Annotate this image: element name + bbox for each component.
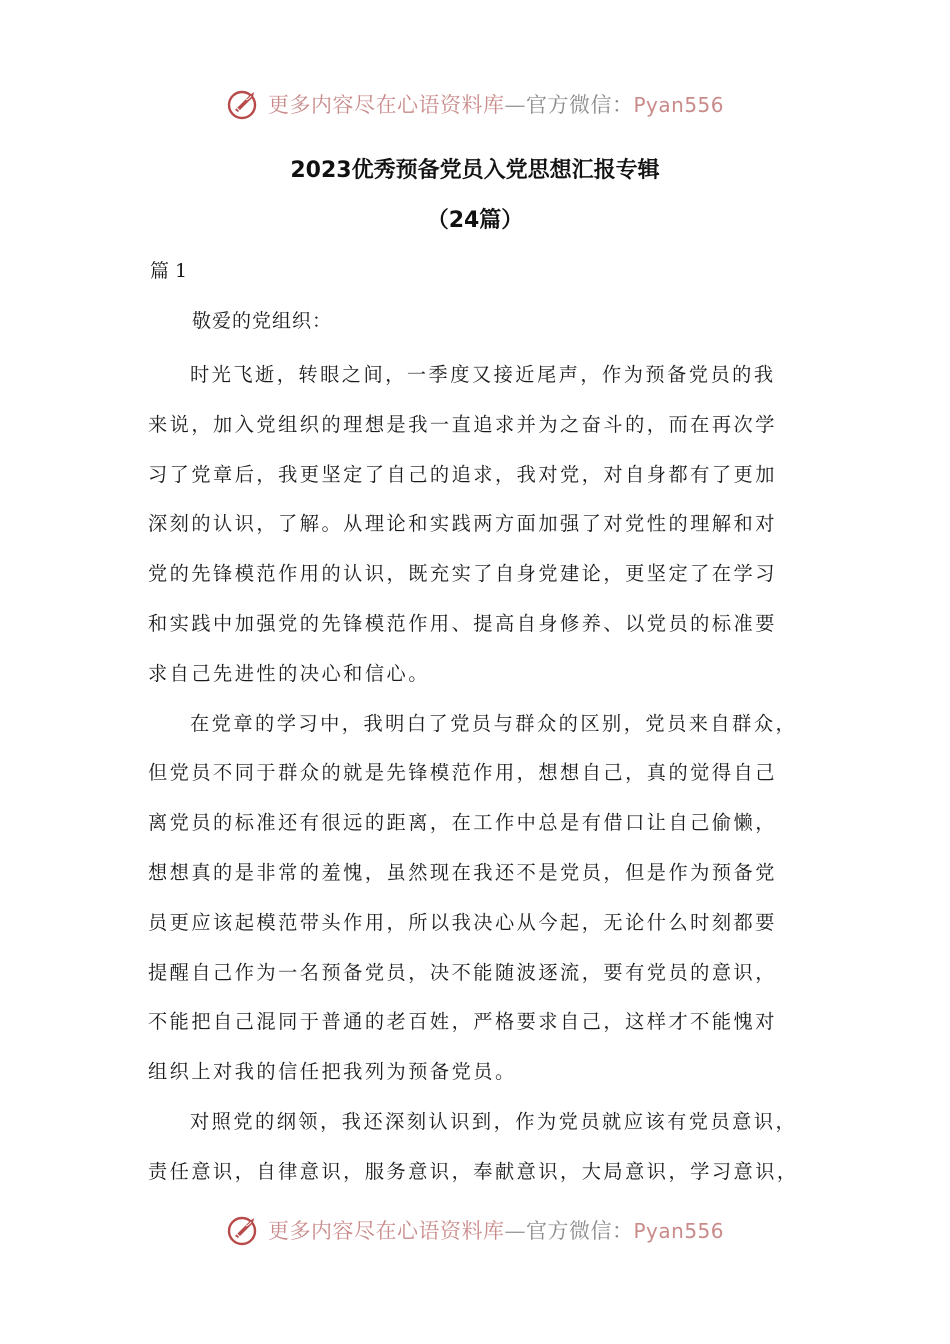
watermark-dash: — bbox=[504, 93, 526, 117]
watermark-official-label: 官方微信： bbox=[525, 1219, 634, 1243]
watermark-text bbox=[268, 1215, 724, 1245]
pen-circle-logo-icon bbox=[226, 1212, 262, 1248]
salutation: 敬爱的党组织： bbox=[192, 310, 333, 332]
document-title: 2023优秀预备党员入党思想汇报专辑 bbox=[290, 158, 660, 183]
watermark-wechat-id: Pyan556 bbox=[633, 1219, 724, 1243]
body-line: 不能把自己混同于普通的老百姓，严格要求自己，这样才不能愧对 bbox=[148, 1010, 777, 1034]
section-label: 篇 1 bbox=[150, 260, 188, 282]
body-line: 组织上对我的信任把我列为预备党员。 bbox=[148, 1060, 517, 1084]
document-body bbox=[148, 350, 808, 1197]
watermark-footer bbox=[0, 1208, 950, 1252]
body-line: 想想真的是非常的羞愧，虽然现在我还不是党员，但是作为预备党 bbox=[148, 860, 777, 884]
pen-circle-logo-icon bbox=[226, 86, 262, 122]
watermark-site: 更多内容尽在心语资料库 bbox=[267, 93, 505, 117]
body-line: 对照党的纲领，我还深刻认识到，作为党员就应该有党员意识， bbox=[190, 1109, 798, 1133]
watermark-site: 更多内容尽在心语资料库 bbox=[267, 1219, 505, 1243]
body-line: 离党员的标准还有很远的距离，在工作中总是有借口让自己偷懒， bbox=[148, 811, 777, 835]
body-line: 党的先锋模范作用的认识，既充实了自身党建论，更坚定了在学习 bbox=[148, 562, 777, 586]
watermark-dash: — bbox=[504, 1219, 526, 1243]
body-line: 来说，加入党组织的理想是我一直追求并为之奋斗的，而在再次学 bbox=[148, 412, 777, 436]
body-line: 员更应该起模范带头作用，所以我决心从今起，无论什么时刻都要 bbox=[148, 910, 777, 934]
watermark-text bbox=[268, 89, 724, 119]
document-subtitle-count: （24篇） bbox=[426, 208, 524, 233]
body-line: 习了党章后，我更坚定了自己的追求，我对党，对自身都有了更加 bbox=[148, 462, 777, 486]
watermark-header bbox=[0, 82, 950, 126]
body-line: 提醒自己作为一名预备党员，决不能随波逐流，要有党员的意识， bbox=[148, 960, 777, 984]
body-line: 和实践中加强党的先锋模范作用、提高自身修养、以党员的标准要 bbox=[148, 611, 777, 635]
watermark-official-label: 官方微信： bbox=[525, 93, 634, 117]
body-line: 但党员不同于群众的就是先锋模范作用，想想自己，真的觉得自己 bbox=[148, 761, 777, 785]
body-line: 责任意识，自律意识，服务意识，奉献意识，大局意识，学习意识， bbox=[148, 1159, 799, 1183]
watermark-wechat-id: Pyan556 bbox=[633, 93, 724, 117]
body-line: 在党章的学习中，我明白了党员与群众的区别，党员来自群众， bbox=[190, 711, 798, 735]
body-line: 求自己先进性的决心和信心。 bbox=[148, 661, 430, 685]
body-line: 深刻的认识，了解。从理论和实践两方面加强了对党性的理解和对 bbox=[148, 512, 777, 536]
body-line: 时光飞逝，转眼之间，一季度又接近尾声，作为预备党员的我 bbox=[190, 363, 776, 386]
